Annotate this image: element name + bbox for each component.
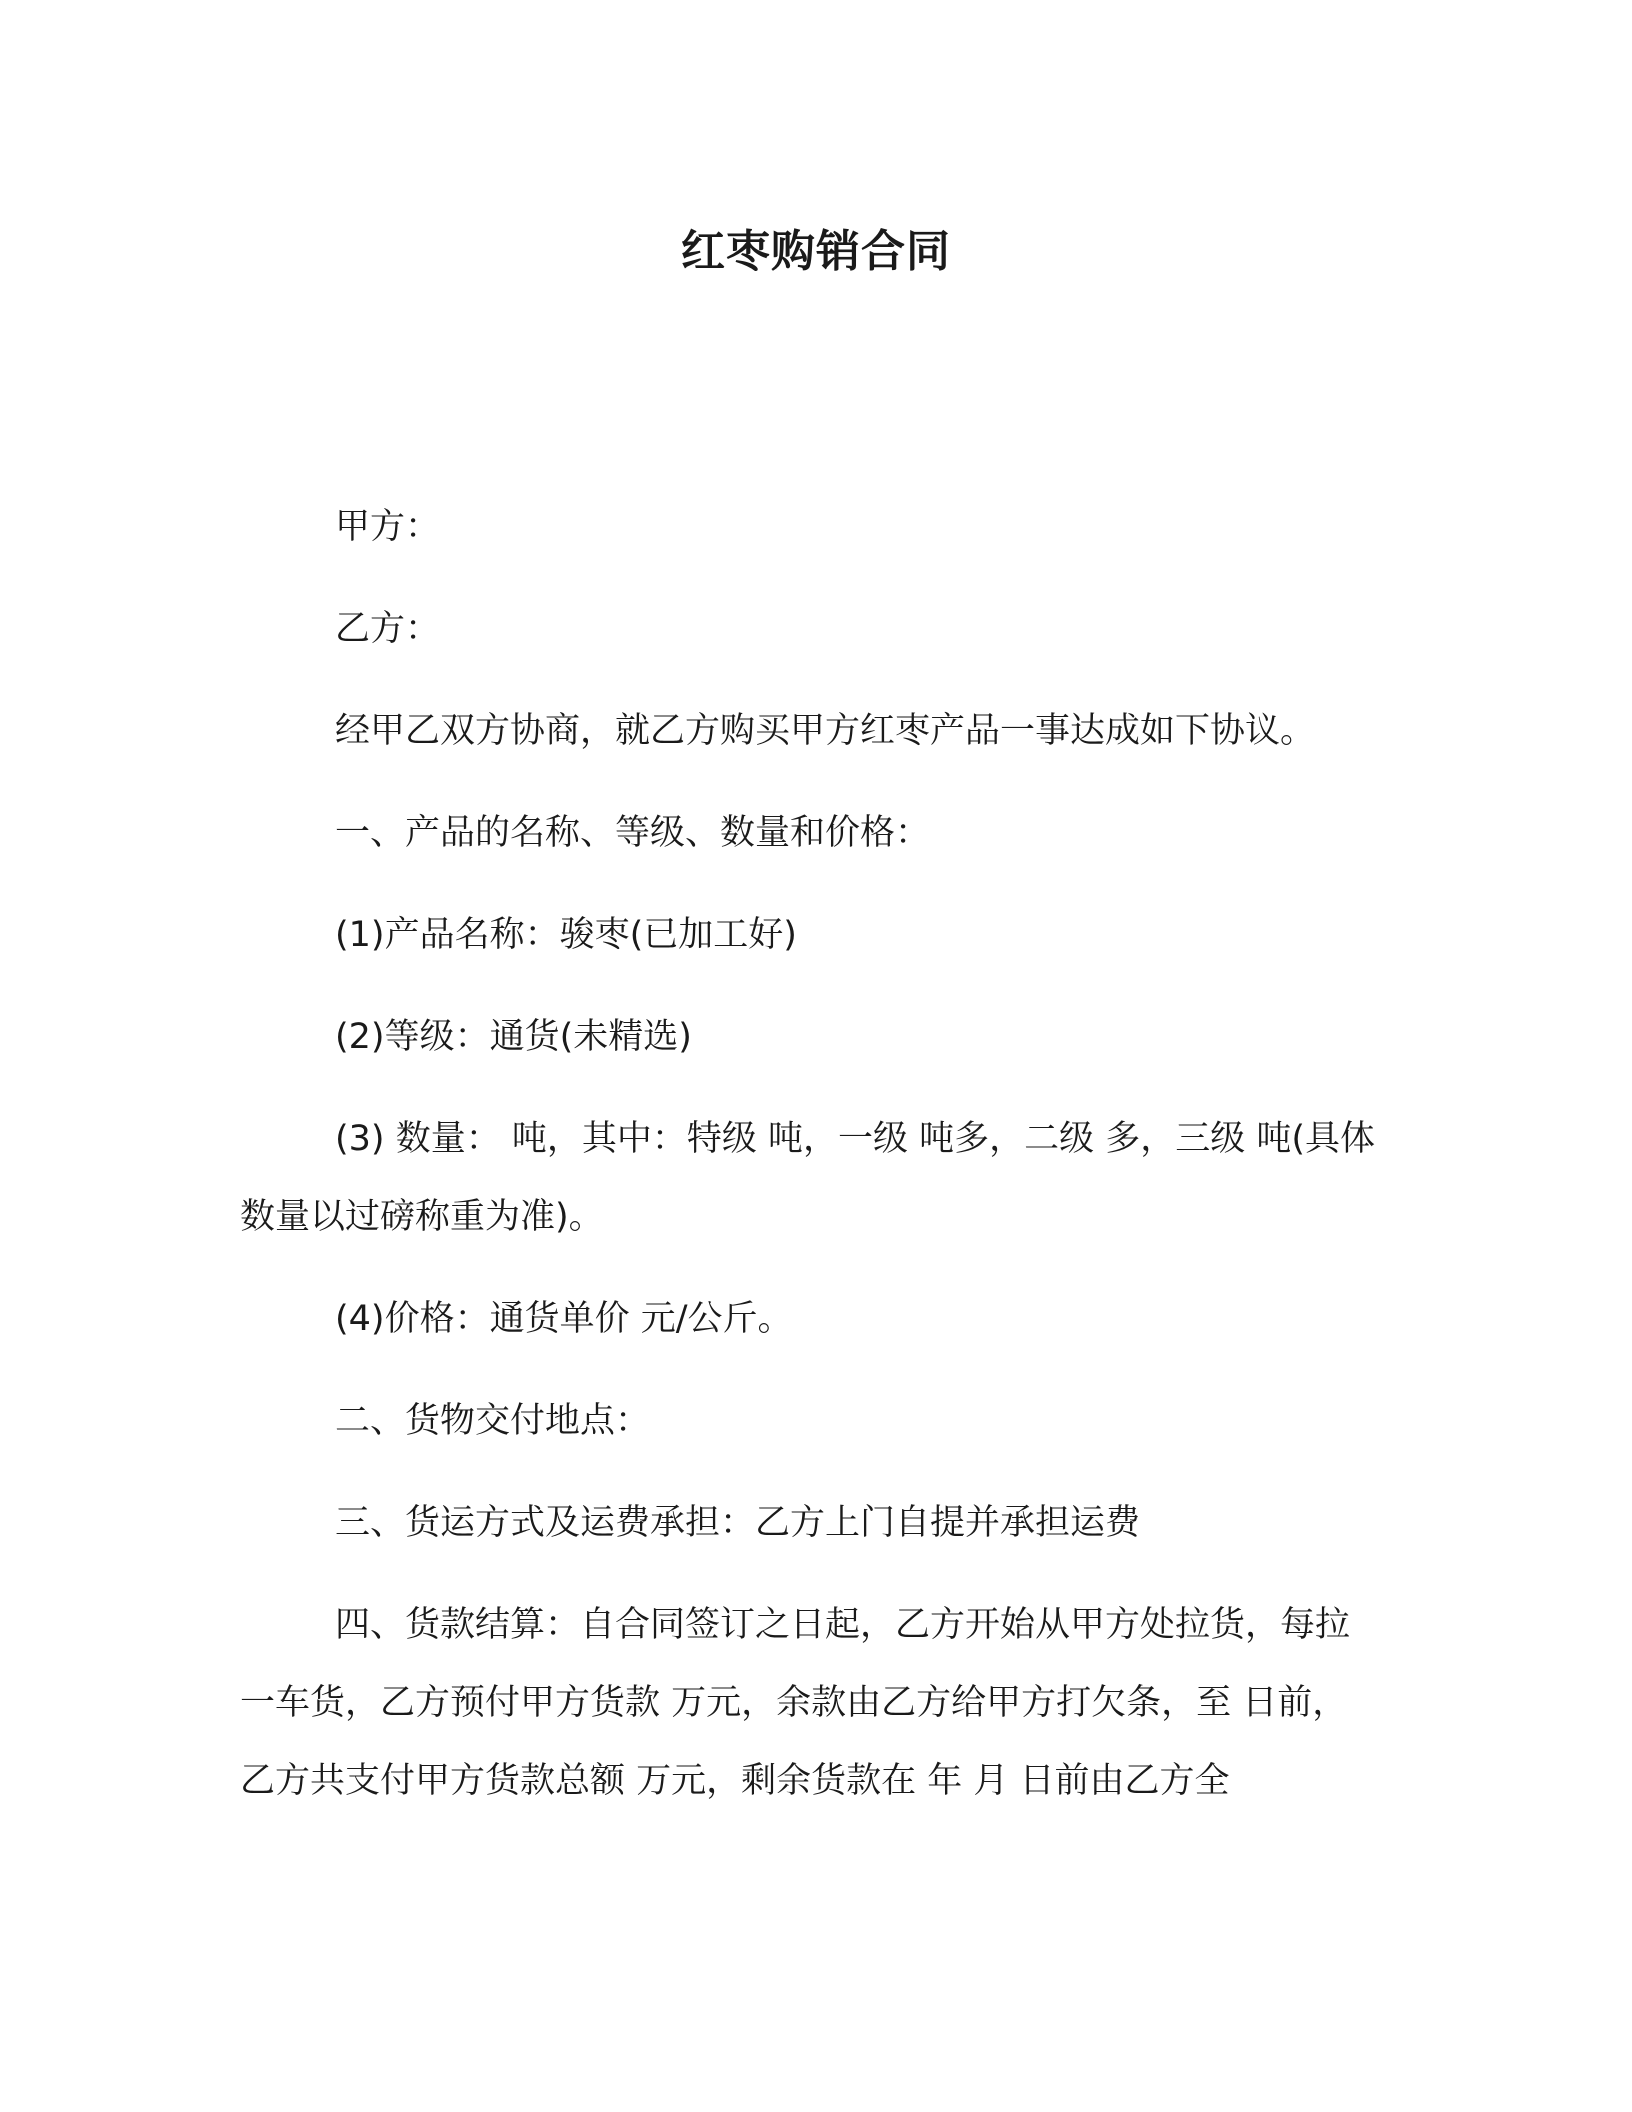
- section-2-heading: 二、货物交付地点：: [335, 1401, 651, 1441]
- section-3-paragraph: 三、货运方式及运费承担：乙方上门自提并承担运费: [335, 1503, 1141, 1543]
- quantity-paragraph: (3) 数量： 吨，其中：特级 吨，一级 吨多，二级 多，三级 吨(具体数量以过磅称重为准)。: [240, 1119, 1375, 1237]
- page-title: 红枣购销合同: [681, 226, 951, 277]
- party-a-line: 甲方：: [335, 507, 441, 547]
- intro-paragraph: 经甲乙双方协商，就乙方购买甲方红枣产品一事达成如下协议。: [335, 711, 1316, 751]
- product-name-line: (1)产品名称：骏枣(已加工好): [335, 915, 797, 955]
- section-1-heading: 一、产品的名称、等级、数量和价格：: [335, 813, 931, 853]
- grade-line: (2)等级：通货(未精选): [335, 1017, 692, 1057]
- party-b-line: 乙方：: [335, 609, 441, 649]
- section-4-paragraph: 四、货款结算：自合同签订之日起，乙方开始从甲方处拉货，每拉一车货，乙方预付甲方货款 万元，余款由乙方给甲方打欠条，至 日前，乙方共支付甲方货款总额 万元，剩余货款在 年 月 日前由乙方全: [240, 1605, 1351, 1801]
- price-line: (4)价格：通货单价 元/公斤。: [335, 1299, 793, 1339]
- contract-body: [240, 488, 1380, 1844]
